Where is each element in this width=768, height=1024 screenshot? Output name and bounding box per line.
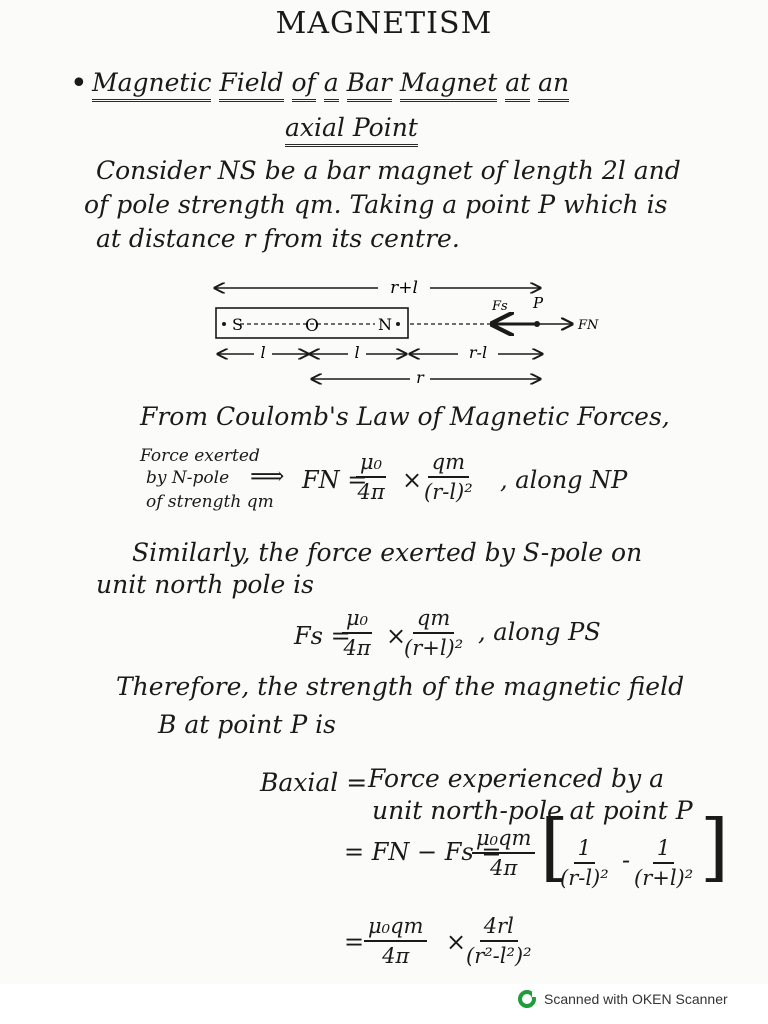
- l-label-1: l: [260, 343, 266, 362]
- coulomb-heading: From Coulomb's Law of Magnetic Forces,: [140, 402, 670, 431]
- fraction-denominator: 4π: [490, 856, 518, 880]
- fraction-numerator: μ₀qm: [364, 914, 427, 942]
- heading-word: of: [292, 68, 316, 102]
- oken-scanner-icon: [518, 990, 536, 1008]
- fraction-denominator: (r+l)²: [404, 636, 464, 660]
- fraction-denominator: (r+l)²: [634, 866, 694, 890]
- fs-lhs: Fs =: [294, 622, 351, 650]
- right-bracket: ]: [700, 804, 729, 890]
- p-label: P: [533, 294, 544, 312]
- intro-line-2: of pole strength qm. Taking a point P which is: [84, 190, 668, 219]
- bar-magnet-diagram: [200, 270, 600, 390]
- fraction-numerator: qm: [428, 450, 469, 478]
- heading-word: at: [505, 68, 530, 102]
- step2-prefix: = FN − Fs =: [344, 838, 502, 866]
- four-rl-fraction: [466, 914, 532, 968]
- n-pole-dot: [396, 322, 400, 326]
- mu-qm-over-4pi-fraction: [472, 826, 535, 880]
- times-sign: ×: [386, 622, 407, 650]
- mu-qm-over-4pi-fraction: [364, 914, 427, 968]
- baxial-definition-line-1: Force experienced by a: [368, 764, 664, 793]
- fraction-denominator: 4π: [357, 480, 385, 504]
- mu-over-4pi-fraction: [356, 450, 386, 504]
- bullet-marker: •: [70, 66, 88, 101]
- scanner-watermark: [518, 990, 728, 1008]
- minus-sign: -: [622, 846, 631, 874]
- r-plus-l-label: r+l: [390, 278, 418, 298]
- step3-prefix: =: [344, 928, 365, 956]
- intro-line-1: Consider NS be a bar magnet of length 2l and: [96, 156, 681, 185]
- baxial-lhs: Baxial =: [260, 768, 368, 797]
- fraction-denominator: (r-l)²: [424, 480, 473, 504]
- r-minus-l-label: r-l: [468, 343, 488, 362]
- fraction-numerator: μ₀: [356, 450, 386, 478]
- force-note-line-3: of strength qm: [146, 492, 274, 512]
- fraction-numerator: μ₀: [342, 606, 372, 634]
- centre-label: O: [305, 316, 319, 336]
- fraction-numerator: μ₀qm: [472, 826, 535, 854]
- l-label-2: l: [354, 343, 360, 362]
- fraction-denominator: 4π: [382, 944, 410, 968]
- one-over-r-minus-l-fraction: [560, 836, 609, 890]
- fraction-denominator: 4π: [343, 636, 371, 660]
- heading-word: Field: [219, 68, 283, 102]
- fraction-numerator: qm: [413, 606, 454, 634]
- section-heading-line2: [285, 113, 418, 142]
- fraction-denominator: (r²-l²)²: [466, 944, 532, 968]
- fraction-numerator: 4rl: [480, 914, 518, 942]
- fs-label: Fs: [492, 299, 508, 314]
- left-bracket: [: [540, 804, 569, 890]
- implies-arrow: ⟹: [250, 462, 285, 490]
- fraction-numerator: 1: [653, 836, 674, 864]
- force-note-line-2: by N-pole: [146, 468, 230, 488]
- force-note-line-1: Force exerted: [140, 446, 260, 466]
- qm-over-r-minus-l-fraction: [424, 450, 473, 504]
- times-sign: ×: [446, 928, 467, 956]
- one-over-r-plus-l-fraction: [634, 836, 693, 890]
- point-p: [534, 321, 540, 327]
- section-heading-line1: [92, 68, 569, 97]
- heading-word: Bar: [347, 68, 392, 102]
- scanner-watermark-text: Scanned with OKEN Scanner: [544, 991, 728, 1007]
- intro-line-3: at distance r from its centre.: [96, 224, 460, 253]
- fs-direction: , along PS: [478, 618, 601, 646]
- heading-word: Magnet: [400, 68, 497, 102]
- r-label: r: [416, 368, 424, 387]
- s-pole-label: S: [232, 315, 243, 334]
- s-pole-dot: [222, 322, 226, 326]
- n-pole-label: N: [378, 315, 392, 334]
- similarly-line-1: Similarly, the force exerted by S-pole on: [132, 538, 643, 567]
- fn-label: FN: [578, 318, 599, 333]
- heading-word: Magnetic: [92, 68, 211, 102]
- fraction-denominator: (r-l)²: [560, 866, 609, 890]
- therefore-line-1: Therefore, the strength of the magnetic field: [116, 672, 685, 701]
- heading-word: a: [324, 68, 339, 102]
- fn-lhs: FN =: [302, 466, 368, 494]
- page-title: MAGNETISM: [275, 6, 493, 41]
- therefore-line-2: B at point P is: [158, 710, 336, 739]
- fraction-numerator: 1: [574, 836, 595, 864]
- heading-word: axial Point: [285, 113, 418, 147]
- mu-over-4pi-fraction: [342, 606, 372, 660]
- times-sign: ×: [402, 466, 423, 494]
- baxial-definition-line-2: unit north-pole at point P: [372, 796, 693, 825]
- fn-direction: , along NP: [500, 466, 628, 494]
- heading-word: an: [538, 68, 569, 102]
- qm-over-r-plus-l-fraction: [404, 606, 463, 660]
- similarly-line-2: unit north pole is: [96, 570, 315, 599]
